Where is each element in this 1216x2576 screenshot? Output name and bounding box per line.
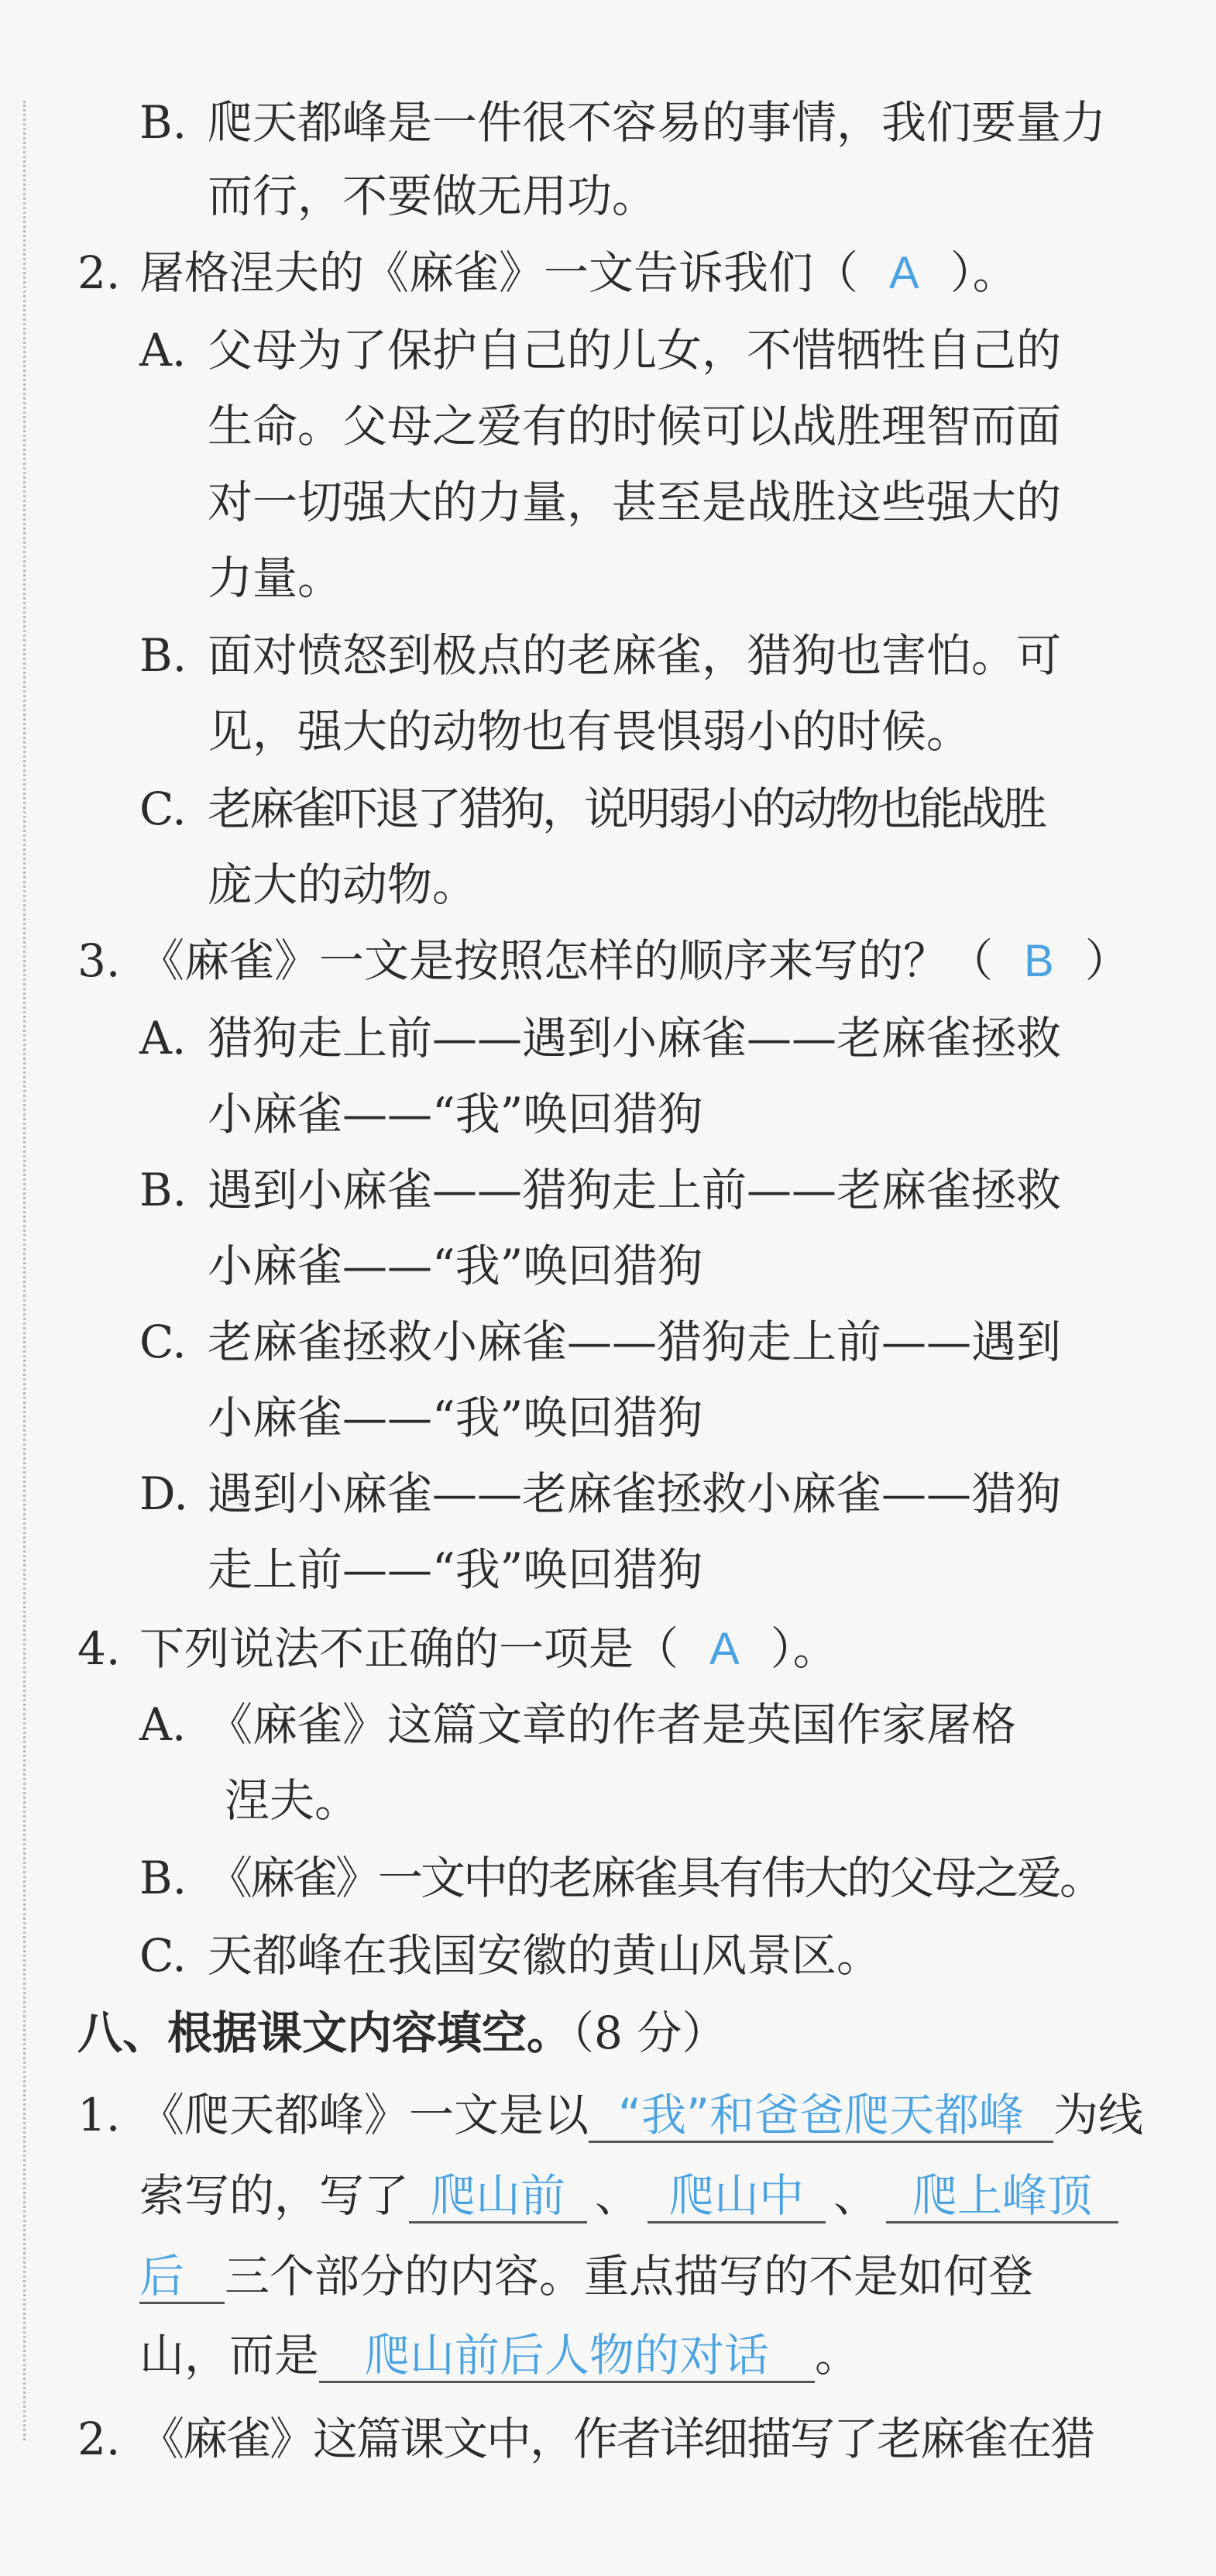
fill-question-2: [0, 2408, 1216, 2470]
q3-option-d: [0, 1463, 1216, 1525]
option-text-cont: 庞大的动物。: [208, 858, 478, 911]
option-text: 猎狗走上前——遇到小麻雀——老麻雀拯救: [208, 1012, 1062, 1064]
option-text-cont: 力量。: [208, 552, 343, 604]
answer-blank: “我”和爸爸爬天都峰: [589, 2089, 1053, 2143]
answer-blank: 爬上峰顶: [886, 2170, 1118, 2223]
separator: 、: [833, 2169, 879, 2222]
q3-option-c: [0, 1311, 1216, 1373]
option-label: A.: [139, 324, 187, 377]
option-text-cont: 而行，不要做无用功。: [208, 170, 658, 222]
question-2: [0, 242, 1216, 304]
question-text: 为线: [1053, 2089, 1144, 2141]
q2-option-b: [0, 624, 1216, 686]
question-3: [0, 930, 1216, 992]
separator: 、: [595, 2169, 641, 2222]
answer-blank: 爬山中: [648, 2170, 826, 2223]
section-title: 八、根据课文内容填空。: [77, 2007, 572, 2059]
question-text: 索写的，写了: [139, 2169, 410, 2222]
question-4: [0, 1618, 1216, 1680]
option-text: 爬天都峰是一件很不容易的事情，我们要量力: [208, 96, 1107, 149]
q4-option-a: [0, 1694, 1216, 1756]
option-text-cont: 小麻雀——“我”唤回猎狗: [208, 1240, 703, 1292]
fill-question-1: [0, 2084, 1216, 2146]
q3-option-b: [0, 1159, 1216, 1221]
answer-blank: 后: [139, 2251, 225, 2304]
question-stem-end: ）: [1084, 934, 1130, 987]
answer-blank: 爬山前: [409, 2170, 587, 2223]
question-stem: 下列说法不正确的一项是（: [139, 1622, 679, 1675]
option-label: B.: [139, 629, 187, 682]
option-text-cont: 小麻雀——“我”唤回猎狗: [208, 1088, 703, 1140]
option-label: A.: [139, 1698, 187, 1751]
question-stem-end: ）。: [770, 1622, 838, 1675]
q4-option-b: [0, 1847, 1216, 1909]
option-text: 遇到小麻雀——老麻雀拯救小麻雀——猎狗: [208, 1467, 1062, 1520]
option-label: C.: [139, 782, 187, 835]
q3-option-a: [0, 1007, 1216, 1069]
question-text: 山，而是: [139, 2329, 320, 2382]
question-stem: 屠格涅夫的《麻雀》一文告诉我们（: [139, 246, 859, 299]
option-text: 遇到小麻雀——猎狗走上前——老麻雀拯救: [208, 1164, 1062, 1216]
answer-mark: A: [889, 248, 919, 298]
option-label: B.: [139, 96, 187, 149]
answer-mark: B: [1024, 936, 1054, 986]
option-text-cont: 见，强大的动物也有畏惧弱小的时候。: [208, 705, 972, 758]
question-number: 2.: [77, 2413, 121, 2465]
option-label: C.: [139, 1929, 187, 1982]
option-text: 父母为了保护自己的儿女，不惜牺牲自己的: [208, 324, 1062, 377]
question-stem-end: ）。: [950, 246, 1018, 299]
question-text: 。: [815, 2329, 860, 2382]
question-text: 三个部分的内容。重点描写的不是如何登: [225, 2250, 1034, 2303]
option-label: A.: [139, 1012, 187, 1064]
question-number: 4.: [77, 1622, 121, 1675]
option-label: B.: [139, 1852, 187, 1904]
question-number: 1.: [77, 2089, 121, 2141]
q4-option-c: [0, 1924, 1216, 1986]
option-text-cont: 小麻雀——“我”唤回猎狗: [208, 1391, 703, 1444]
section-points: （8 分）: [572, 2007, 727, 2059]
question-text: 《麻雀》这篇课文中，作者详细描写了老麻雀在猎: [139, 2413, 1094, 2465]
option-text-cont: 走上前——“我”唤回猎狗: [208, 1543, 703, 1596]
answer-blank: 爬山前后人物的对话: [319, 2330, 815, 2383]
option-label: D.: [139, 1467, 188, 1520]
q1-option-b: [0, 91, 1216, 153]
option-text-cont: 涅夫。: [225, 1774, 360, 1827]
option-text-cont: 生命。父母之爱有的时候可以战胜理智而面: [208, 400, 1062, 452]
option-text: 天都峰在我国安徽的黄山风景区。: [208, 1929, 882, 1982]
option-text: 《麻雀》一文中的老麻雀具有伟大的父母之爱。: [208, 1852, 1103, 1904]
option-label: C.: [139, 1316, 187, 1368]
option-label: B.: [139, 1164, 187, 1216]
answer-mark: A: [709, 1624, 740, 1674]
q2-option-c: [0, 778, 1216, 840]
section-8-heading: [0, 2002, 1216, 2064]
question-number: 2.: [77, 246, 121, 299]
question-number: 3.: [77, 934, 121, 987]
option-text: 面对愤怒到极点的老麻雀，猎狗也害怕。可: [208, 629, 1062, 682]
option-text: 老麻雀拯救小麻雀——猎狗走上前——遇到: [208, 1316, 1062, 1368]
question-stem: 《麻雀》一文是按照怎样的顺序来写的？（: [139, 934, 994, 987]
q2-option-a: [0, 319, 1216, 381]
question-text: 《爬天都峰》一文是以: [139, 2089, 589, 2141]
option-text-cont: 对一切强大的力量，甚至是战胜这些强大的: [208, 476, 1062, 528]
option-text: 《麻雀》这篇文章的作者是英国作家屠格: [208, 1698, 1017, 1751]
option-text: 老麻雀吓退了猎狗，说明弱小的动物也能战胜: [208, 782, 1045, 835]
